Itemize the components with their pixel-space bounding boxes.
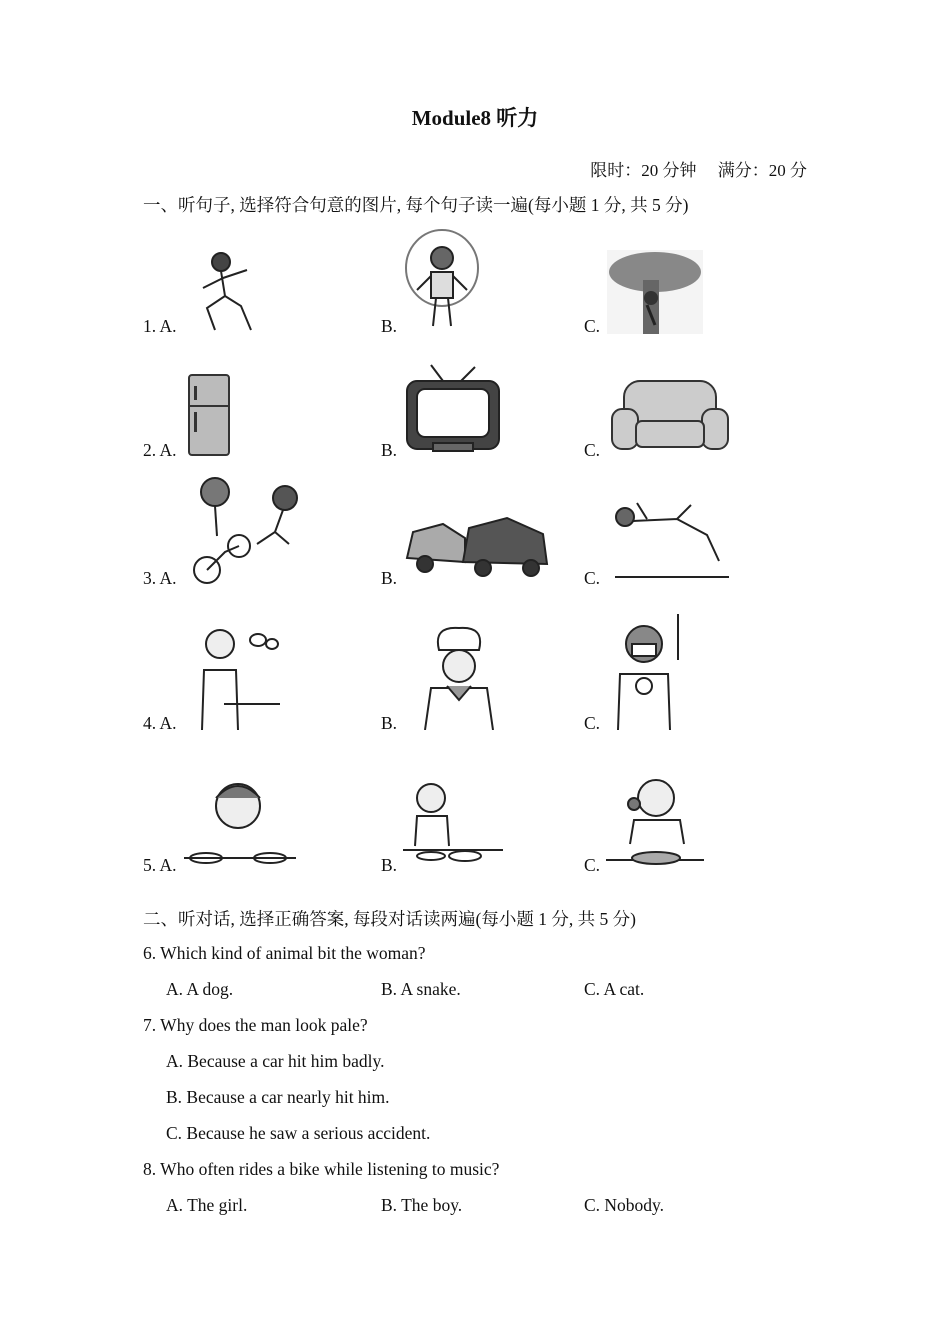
q3-label-c: C. [584,568,601,588]
q2-label-c: C. [584,440,601,460]
q8-option-b[interactable]: B. The boy. [381,1195,463,1215]
q1-label-b: B. [381,316,398,336]
fridge-image[interactable] [186,372,232,458]
teacher-image[interactable] [184,620,282,730]
q8-question: 8. Who often rides a bike while listening to music? [143,1159,500,1179]
time-score-info: 限时：20 分钟 满分：20 分 [590,161,807,180]
section2-heading: 二、听对话, 选择正确答案, 每段对话读两遍(每小题 1 分, 共 5 分) [143,909,636,929]
q4-label-a: 4. A. [143,713,177,733]
q5-label-b: B. [381,855,398,875]
q7-question: 7. Why does the man look pale? [143,1015,368,1035]
sofa-image[interactable] [608,375,732,457]
q8-option-a[interactable]: A. The girl. [166,1195,248,1215]
q1-label-c: C. [584,316,601,336]
q3-label-a: 3. A. [143,568,177,588]
q7-option-a[interactable]: A. Because a car hit him badly. [166,1051,385,1071]
running-boy-image[interactable] [185,248,263,334]
boy-drinking-image[interactable] [403,776,521,872]
q5-label-c: C. [584,855,601,875]
q4-label-c: C. [584,713,601,733]
q7-option-b[interactable]: B. Because a car nearly hit him. [166,1087,390,1107]
q1-label-a: 1. A. [143,316,177,336]
boy-climbing-tree-image[interactable] [607,250,703,334]
boy-eating-breakfast-image[interactable] [184,770,296,872]
q6-question: 6. Which kind of animal bit the woman? [143,943,426,963]
skater-falling-image[interactable] [607,489,733,585]
q3-label-b: B. [381,568,398,588]
boy-eating-fruit-image[interactable] [606,770,704,872]
doctor-image[interactable] [608,608,694,730]
chef-image[interactable] [403,620,515,730]
q4-label-b: B. [381,713,398,733]
q6-option-a[interactable]: A. A dog. [166,979,234,999]
television-image[interactable] [403,363,503,457]
section1-heading: 一、听句子, 选择符合句意的图片, 每个句子读一遍(每小题 1 分, 共 5 分) [143,195,689,215]
q5-label-a: 5. A. [143,855,177,875]
q2-label-a: 2. A. [143,440,177,460]
car-crash-image[interactable] [403,488,551,578]
q7-option-c[interactable]: C. Because he saw a serious accident. [166,1123,431,1143]
bike-accident-image[interactable] [185,474,315,586]
q2-label-b: B. [381,440,398,460]
rope-skipping-boy-image[interactable] [403,228,481,334]
q6-option-c[interactable]: C. A cat. [584,979,645,999]
q8-option-c[interactable]: C. Nobody. [584,1195,665,1215]
q6-option-b[interactable]: B. A snake. [381,979,461,999]
page-title: Module8 听力 [411,106,539,130]
